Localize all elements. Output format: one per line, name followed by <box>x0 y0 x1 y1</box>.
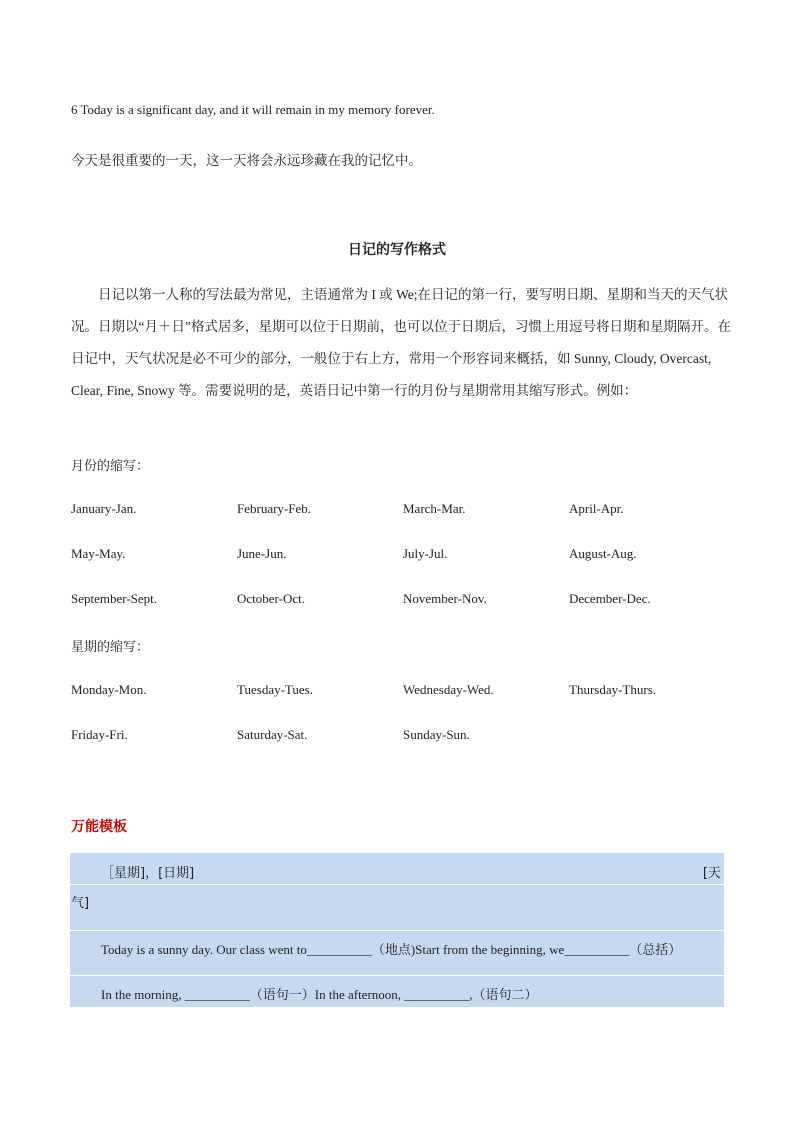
month-item: August-Aug. <box>569 546 637 561</box>
weekday-item: Thursday-Thurs. <box>569 682 657 697</box>
months-grid <box>71 500 735 635</box>
template-header-left: ［星期]，[日期] <box>101 866 195 881</box>
row-divider <box>70 930 724 931</box>
weekdays-label: 星期的缩写： <box>71 640 150 655</box>
month-item: January-Jan. <box>71 501 137 516</box>
month-item: September-Sept. <box>71 591 158 606</box>
weekday-item: Saturday-Sat. <box>237 727 308 742</box>
example-sentence-en: 6 Today is a significant day, and it will remain in my memory forever. <box>71 102 435 117</box>
months-label: 月份的缩写： <box>71 459 150 474</box>
section-paragraph: 日记以第一人称的写法最为常见，主语通常为 I 或 We;在日记的第一行，要写明日期、星期和当天的天气状况。日期以“月＋日”格式居多，星期可以位于日期前，也可以位于日期后，习惯上用逗号将日期和星期隔开。在日记中，天气状况是必不可少的部分，一般位于右上方，常用一个形容词来概括，如 Sunny, Cloudy, Overcast, Clear, Fine, Snowy 等。需要说明的是，英语日记中第一行的月份与星期常用其缩写形式。例如： <box>71 287 731 398</box>
month-item: October-Oct. <box>237 591 305 606</box>
month-item: May-May. <box>71 546 126 561</box>
template-title: 万能模板 <box>71 819 127 835</box>
section-title: 日记的写作格式 <box>348 242 446 258</box>
template-header-right: [天 <box>702 866 721 881</box>
weekday-item: Friday-Fri. <box>71 727 128 742</box>
month-item: June-Jun. <box>237 546 287 561</box>
month-item: February-Feb. <box>237 501 312 516</box>
weekday-item: Wednesday-Wed. <box>403 682 494 697</box>
month-item: April-Apr. <box>569 501 624 516</box>
template-line-1: Today is a sunny day. Our class went to__________（地点)Start from the beginning, we__________（总括） <box>101 942 682 957</box>
template-line-2: In the morning, __________（语句一）In the afternoon, __________,（语句二） <box>101 987 538 1002</box>
weekday-item: Monday-Mon. <box>71 682 147 697</box>
example-sentence-cn: 今天是很重要的一天，这一天将会永远珍藏在我的记忆中。 <box>71 153 422 169</box>
month-item: July-Jul. <box>403 546 448 561</box>
month-item: November-Nov. <box>403 591 487 606</box>
row-divider <box>70 884 724 885</box>
template-box <box>70 853 724 1007</box>
month-item: December-Dec. <box>569 591 651 606</box>
weekday-item: Sunday-Sun. <box>403 727 470 742</box>
template-header-wrap: 气] <box>71 896 90 911</box>
weekdays-grid <box>71 681 735 771</box>
weekday-item: Tuesday-Tues. <box>237 682 313 697</box>
row-divider <box>70 975 724 976</box>
month-item: March-Mar. <box>403 501 466 516</box>
